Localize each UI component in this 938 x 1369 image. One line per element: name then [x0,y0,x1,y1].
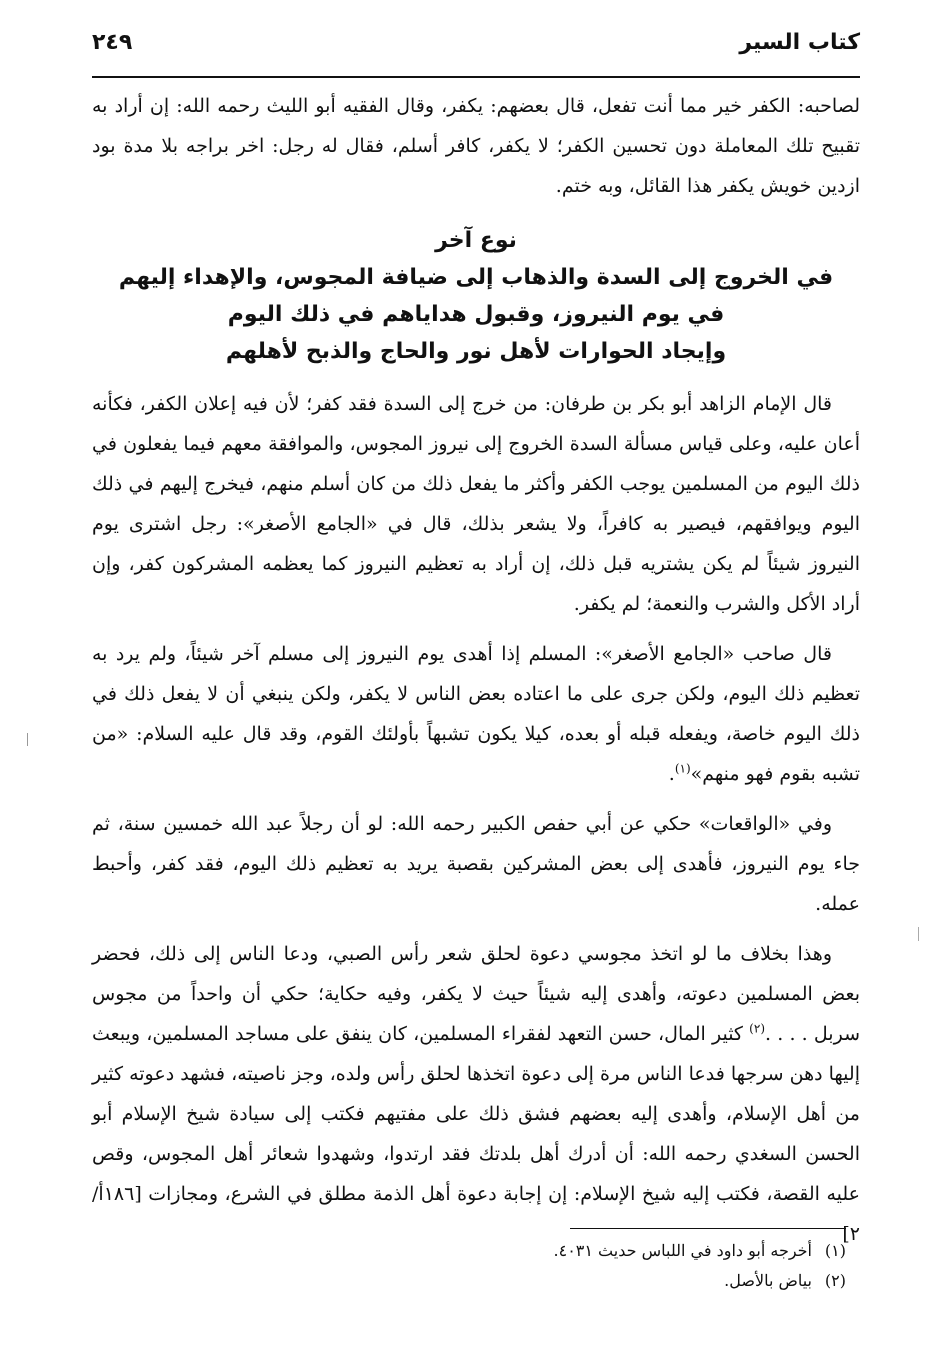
main-body [92,384,860,1264]
footnote-ref[interactable]: (٢) [749,1021,765,1036]
book-title: كتاب السير [739,30,860,55]
header-rule [92,76,860,78]
paragraph: قال الإمام الزاهد أبو بكر بن طرفان: من خرج إلى السدة فقد كفر؛ لأن فيه إعلان الكفر، فكأنه أعان عليه، وعلى قياس مسألة السدة الخروج إلى نيروز المجوس، والموافقة معهم فيما يفعلون في ذلك اليوم من المسلمين يوجب الكفر وأكثر ما يفعل ذلك من كان أسلم منهم، فيخرج إليهم في ذلك اليوم ويوافقهم، فيصير به كافراً، ولا يشعر بذلك، قال في «الجامع الأصغر»: رجل اشترى يوم النيروز شيئاً لم يكن يشتريه قبل ذلك، إن أراد به تعظيم النيروز كما يعظمه المشركون كفر، وإن أراد الأكل والشرب والنعمة؛ لم يكفر. [92,393,860,615]
footnote-text: بياض بالأصل. [724,1271,812,1290]
footnote-number: (٢) [824,1271,846,1290]
footnote [246,1266,846,1296]
page-number: ٢٤٩ [92,30,133,55]
section-title-line-1: في الخروج إلى السدة والذهاب إلى ضيافة المجوس، والإهداء إليهم [118,265,834,290]
intro-paragraph [92,86,860,216]
footnote [246,1236,846,1266]
paragraph-end: . [668,763,675,785]
footnote-text: أخرجه أبو داود في اللباس حديث ٤٠٣١. [553,1241,812,1260]
paragraph-text: وهذا بخلاف ما لو اتخذ مجوسي دعوة لحلق شعر رأس الصبي، ودعا الناس إلى ذلك، فحضر بعض المسلمين دعوته، وأهدى إليه شيئاً حيث لا يكفر، وفيه حكاية؛ حكي أن واحداً من مجوس سربل . . . . [92,943,860,1045]
footnote-ref[interactable]: (١) [674,761,691,776]
margin-mark [27,733,28,746]
footnote-number: (١) [824,1241,846,1260]
section-kind: نوع آخر [435,228,517,253]
section-heading [92,222,860,370]
margin-mark [918,927,919,941]
footnotes [246,1236,846,1296]
paragraph-text: قال صاحب «الجامع الأصغر»: المسلم إذا أهدى يوم النيروز إلى مسلم آخر شيئاً، ولم يرد به تعظيم ذلك اليوم، ولكن جرى على ما اعتاده بعض الناس لا يكفر، ولكن ينبغي أن لا يفعل ذلك في ذلك اليوم خاصة، ويفعله قبله أو بعده، كيلا يكون تشبهاً بأولئك القوم، وقد قال عليه السلام: «من تشبه بقوم فهو منهم» [92,643,860,785]
paragraph: لصاحبه: الكفر خير مما أنت تفعل، قال بعضهم: يكفر، وقال الفقيه أبو الليث رحمه الله: إن أراد به تقبيح تلك المعاملة دون تحسين الكفر؛ لا يكفر، كافر أسلم، فقال له رجل: اخر براجه بلا مدة بود ازدين خويش يكفر هذا القائل، وبه ختم. [92,95,860,197]
paragraph [92,634,860,794]
section-title-line-3: وإيجاد الحوارات لأهل نور والحاج والذبح لأهلهم [225,339,727,364]
section-title-line-2: في يوم النيروز، وقبول هداياهم في ذلك اليوم [227,302,725,327]
footnote-rule [570,1228,846,1229]
paragraph [92,934,860,1254]
running-header [92,30,860,70]
paragraph-text: كثير المال، حسن التعهد لفقراء المسلمين، كان ينفق على مساجد المسلمين، ويبعث إليها دهن سرجها فدعا الناس مرة إلى دعوة اتخذها لحلق رأس ولده، وجز ناصيته، فشهد دعوته كثير من أهل الإسلام، وأهدى إليه بعضهم فشق ذلك على مفتيهم فكتب إلى سيادة شيخ الإسلام أبو الحسن السغدي رحمه الله: أن أدرك أهل بلدتك فقد ارتدوا، وشهدوا شعائر أهل المجوس، وقص عليه القصة، فكتب إليه شيخ الإسلام: إن إجابة دعوة أهل الذمة مطلق في الشرع، ومجازات [١٨٦أ/٢] [92,1023,860,1245]
paragraph: وفي «الواقعات» حكي عن أبي حفص الكبير رحمه الله: لو أن رجلاً عبد الله خمسين سنة، ثم جاء يوم النيروز، فأهدى إلى بعض المشركين بقصبة يريد به تعظيم ذلك اليوم، فقد كفر، وأحبط عمله. [92,813,860,915]
